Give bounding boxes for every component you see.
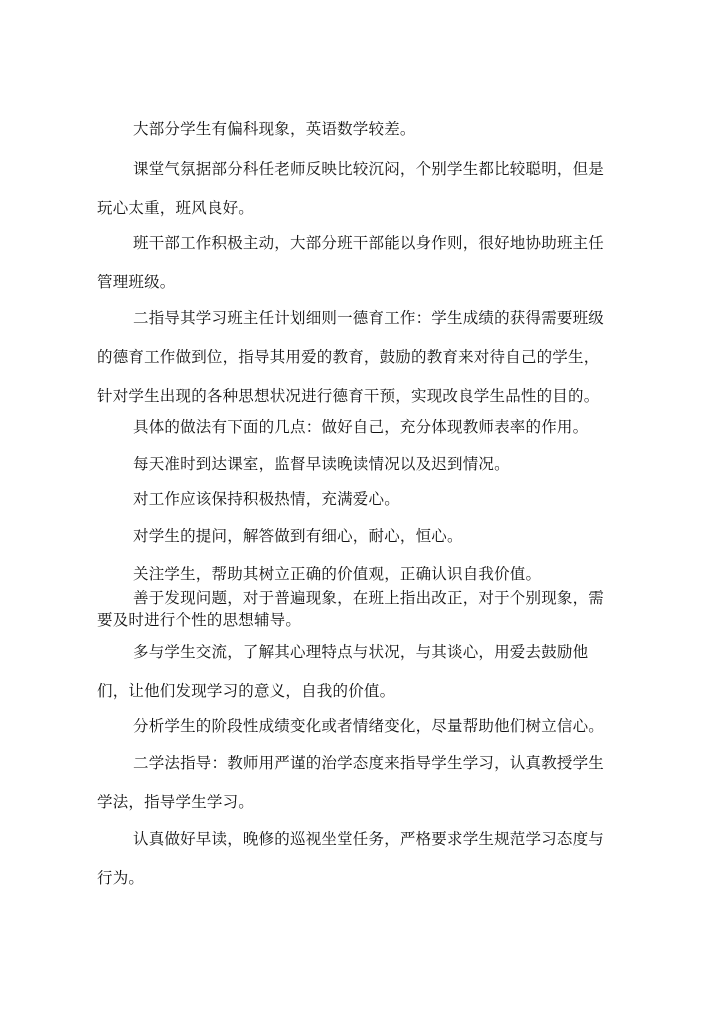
paragraph-1: 大部分学生有偏科现象，英语数学较差。 [133, 120, 416, 138]
paragraph-2: 课堂气氛据部分科任老师反映比较沉闷，个别学生都比较聪明，但是玩心太重，班风良好。 [97, 160, 605, 217]
paragraph-4: 二指导其学习班主任计划细则一德育工作：学生成绩的获得需要班级的德育工作做到位，指导其用爱的教育，鼓励的教育来对待自己的学生，针对学生出现的各种思想状况进行德育干预，实现改良学生品性的目的。 [97, 309, 605, 405]
paragraph-13: 二学法指导：教师用严谨的治学态度来指导学生学习，认真教授学生学法，指导学生学习。 [97, 754, 605, 811]
paragraph-6: 每天准时到达课室，监督早读晚读情况以及迟到情况。 [133, 455, 510, 473]
paragraph-11: 多与学生交流，了解其心理特点与状况，与其谈心，用爱去鼓励他们，让他们发现学习的意义，自我的价值。 [97, 643, 589, 700]
paragraph-14: 认真做好早读，晚修的巡视坐堂任务，严格要求学生规范学习态度与行为。 [97, 830, 605, 887]
paragraph-3: 班干部工作积极主动，大部分班干部能以身作则，很好地协助班主任管理班级。 [97, 234, 605, 291]
paragraph-5: 具体的做法有下面的几点：做好自己，充分体现教师表率的作用。 [133, 418, 589, 436]
paragraph-8: 对学生的提问，解答做到有细心，耐心，恒心。 [133, 527, 463, 545]
paragraph-12: 分析学生的阶段性成绩变化或者情绪变化，尽量帮助他们树立信心。 [133, 717, 605, 735]
paragraph-10: 善于发现问题，对于普遍现象，在班上指出改正，对于个别现象，需要及时进行个性的思想辅导。 [97, 589, 605, 629]
paragraph-7: 对工作应该保持积极热情，充满爱心。 [133, 490, 400, 508]
paragraph-9: 关注学生，帮助其树立正确的价值观，正确认识自我价值。 [133, 565, 542, 583]
